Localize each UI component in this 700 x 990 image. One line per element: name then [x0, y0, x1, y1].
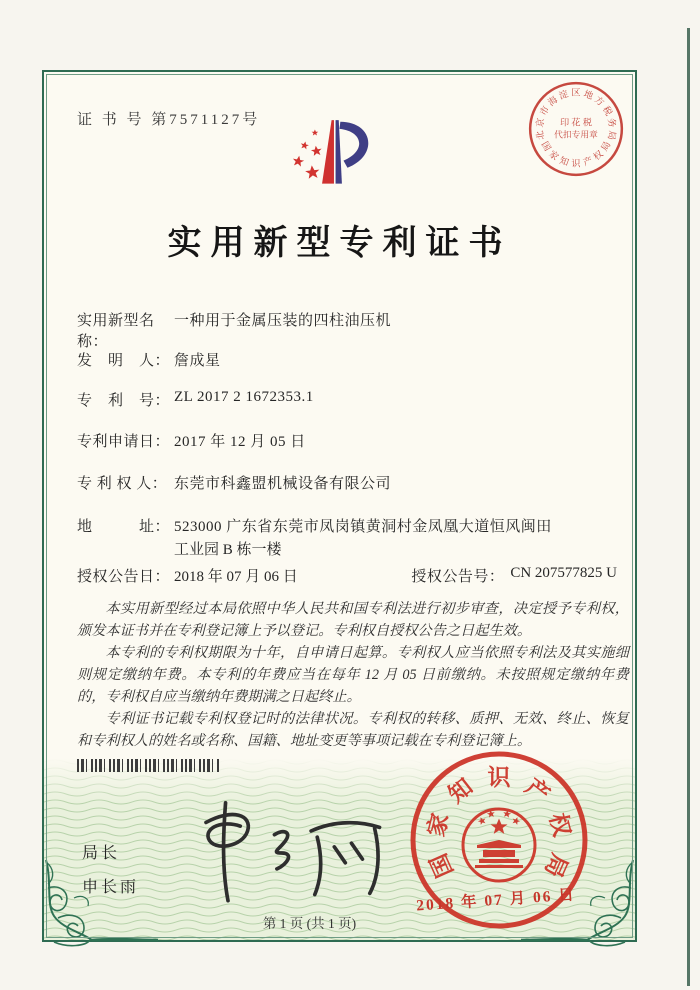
- legal-paragraph: 专利证书记载专利权登记时的法律状况。专利权的转移、质押、无效、终止、恢复和专利权人的姓名或名称、国籍、地址变更等事项记载在专利登记簿上。: [77, 711, 629, 749]
- legal-paragraph: 本专利的专利权期限为十年，自申请日起算。专利权人应当依照专利法及其实施细则规定缴纳年费。本专利的年费应当在每年 12 月 05 日前缴纳。未按照规定缴纳年费的，专利权自应当缴纳年费期满之日起终止。: [77, 645, 629, 705]
- director-block: [82, 840, 139, 908]
- field-label: 发 明 人：: [77, 353, 171, 369]
- field-label: 专 利 权 人：: [77, 476, 168, 492]
- seal-date: 2018 年 07 月 06 日: [415, 886, 577, 915]
- field-value-address-line2: 工业园 B 栋一楼: [174, 542, 282, 558]
- cnipa-logo-icon: [276, 102, 411, 197]
- barcode: [77, 759, 221, 772]
- national-emblem-icon: [463, 809, 535, 881]
- field-value: 523000 广东省东莞市凤岗镇黄洞村金凤凰大道恒风闽田: [174, 519, 552, 535]
- seal-char: 国: [425, 849, 459, 882]
- field-value: 2017 年 12 月 05 日: [174, 434, 306, 450]
- tax-stamp-char: 海: [545, 94, 560, 108]
- seal-char: 权: [544, 810, 575, 840]
- seal-char: 识: [487, 765, 511, 790]
- seal-char: 产: [520, 773, 555, 808]
- seal-char: 知: [443, 773, 478, 808]
- field-label: 授权公告号：: [411, 569, 505, 585]
- tax-stamp-char: 北: [534, 129, 546, 141]
- field-value: 东莞市科鑫盟机械设备有限公司: [174, 476, 392, 492]
- field-row-grant: [77, 565, 617, 586]
- field-row-name: [77, 309, 617, 351]
- field-value: 詹成星: [174, 353, 221, 369]
- field-row-patentee: [77, 472, 617, 493]
- director-name: 申长雨: [82, 879, 140, 896]
- field-label: 地 址：: [77, 519, 171, 535]
- field-row-filing-date: [77, 430, 617, 451]
- field-label: 实用新型名称：: [77, 313, 155, 350]
- legal-text-section: [77, 598, 629, 752]
- tax-stamp-seal: [526, 79, 626, 179]
- tax-stamp-char: 务: [606, 117, 618, 129]
- certificate-sheet: [42, 70, 637, 942]
- tax-stamp-char: 京: [534, 117, 546, 129]
- tax-stamp-char: 产: [581, 155, 594, 168]
- tax-stamp-char: 知: [558, 155, 571, 168]
- legal-paragraph: 本实用新型经过本局依照中华人民共和国专利法进行初步审查，决定授予专利权，颁发本证书并在专利登记簿上予以登记。专利权自授权公告之日起生效。: [77, 601, 629, 639]
- certificate-title: 实用新型专利证书: [167, 225, 512, 262]
- tax-stamp-char: 识: [571, 158, 581, 169]
- field-row-inventor: [77, 349, 617, 370]
- field-label: 专利申请日：: [77, 434, 171, 450]
- page-number: 第 1 页 (共 1 页): [262, 916, 357, 931]
- tax-stamp-char: 区: [571, 87, 581, 98]
- field-value: 2018 年 07 月 06 日: [174, 569, 298, 585]
- tax-stamp-char: 淀: [557, 88, 570, 102]
- seal-char: 局: [539, 849, 573, 882]
- director-signature: [194, 798, 394, 908]
- director-title: 局长: [82, 845, 121, 862]
- tax-stamp-center-line1: 印 花 税: [559, 117, 593, 128]
- field-row-address: [77, 515, 617, 536]
- tax-stamp-char: 方: [592, 94, 607, 108]
- field-row-patent-no: [77, 389, 617, 410]
- tax-stamp-char: 局: [606, 129, 618, 141]
- grant-no-group: [411, 565, 617, 586]
- tax-stamp-char: 市: [537, 104, 552, 118]
- field-value: CN 207577825 U: [510, 565, 617, 581]
- tax-stamp-char: 局: [599, 139, 613, 153]
- grant-date-group: [77, 565, 298, 586]
- certificate-number: 证 书 号 第7571127号: [77, 112, 261, 128]
- field-label: 专 利 号：: [77, 393, 171, 409]
- field-label: 授权公告日：: [77, 569, 171, 585]
- field-value: ZL 2017 2 1672353.1: [174, 389, 314, 405]
- tax-stamp-char: 权: [591, 148, 605, 163]
- tax-stamp-center-line2: 代扣专用章: [554, 129, 598, 140]
- scan-page-edge: [687, 28, 690, 986]
- field-value: 一种用于金属压装的四柱油压机: [174, 313, 392, 329]
- tax-stamp-char: 地: [582, 88, 595, 102]
- tax-stamp-char: 税: [600, 104, 615, 118]
- tax-stamp-char: 国: [539, 139, 553, 153]
- tax-stamp-char: 家: [547, 148, 561, 163]
- seal-char: 家: [423, 810, 454, 840]
